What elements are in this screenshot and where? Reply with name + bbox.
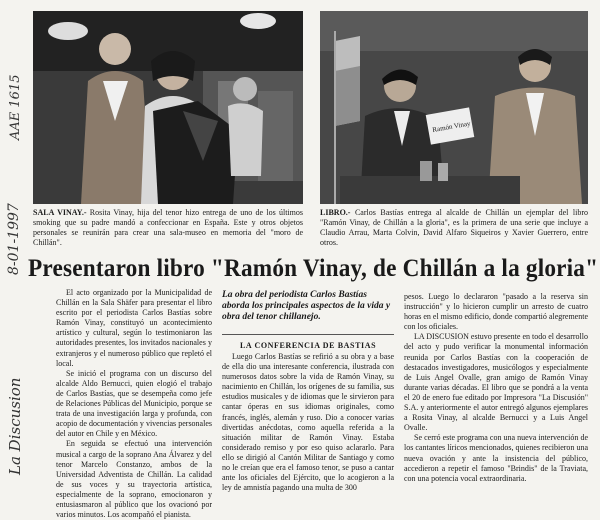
- caption-left-label: SALA VINAY.-: [33, 208, 87, 217]
- photo-smoking-handover: [33, 11, 303, 204]
- column-1: [56, 288, 212, 520]
- section-subhead: LA CONFERENCIA DE BASTIAS: [240, 341, 377, 350]
- column-1-paragraph: Se inició el programa con un discurso del alcalde Aldo Bernucci, quien elogió el trabajo de Carlos Bastías, que se desempeña como jefe de Relaciones Públicas del Municipio, porque se trata de una investigación larga y profunda, con acopio de documentación y vivencias personales del autor en Chile y en México.: [56, 368, 212, 439]
- column-3-paragraph: LA DISCUSION estuvo presente en todo el desarrollo del acto y pudo verificar la monumental información reunida por Carlos Bastías con la cooperación de destacados investigadores, musicólogos y especialmente de Luis Angel Ovalle, gran amigo de Ramón Vinay durante varias décadas. El libro que se pondrá a la venta el 20 de enero fue editado por Impresora "La Discusión" S.A. y anteriormente el autor entregó algunos ejemplares a Rosita Vinay, al alcalde Bernucci y a Luis Angel Ovalle.: [404, 332, 588, 433]
- caption-right-text: Carlos Bastías entrega al alcalde de Chillán un ejemplar del libro "Ramón Vinay, de Chillán a la gloria", es la primera de una serie que incluye a Claudio Arrau, Marta Colvin, David Alfaro Siqueiros y Xavier Guerrero, entre otros.: [320, 208, 588, 247]
- photo-right-caption: [320, 208, 588, 248]
- handwritten-code: AAE 1615: [8, 74, 23, 140]
- handwritten-source: La Discusion: [6, 377, 24, 475]
- column-2-paragraph: Luego Carlos Bastías se refirió a su obra y a base de ella dio una interesante conferencia, ilustrada con numerosos datos sobre la vida de Ramón Vinay, su nacimiento en Chillán, los orígenes de su familia, sus estudios musicales y de idiomas que le sirvieron para cantar óperas en sus idiomas originales, como francés, inglés, alemán y ruso. Dio a conocer varias divertidas anécdotas, como aquella referida a la situación militar de Ramón Vinay. Estaba considerado remiso y por eso quiso aclararlo. Para ello se dirigió al Cantón Militar de Santiago y como no le creían que era el famoso tenor, se puso a cantar ante los oficiales del Ejército, que lo acogieron a la ley de amnistía pagando una multa de 300: [222, 352, 394, 493]
- photo-left-caption: [33, 208, 303, 248]
- caption-left-text: Rosita Vinay, hija del tenor hizo entrega de uno de los últimos smoking que su padre mandó a confeccionar en España. Este y otros objetos personales se reunirán para crear una sala-museo en memoria del "moro de Chillán".: [33, 208, 304, 247]
- column-3-paragraph: Se cerró este programa con una nueva intervención de los cantantes líricos mencionados, quienes recibieron una nueva ovación y ante la insistencia del público, accedieron a repetir el famoso "Brindis" de la Traviata, con una potencia vocal extraordinaria.: [404, 433, 588, 483]
- photo-book-handover: [320, 11, 588, 204]
- column-3: [404, 292, 588, 483]
- column-1-paragraph: El acto organizado por la Municipalidad de Chillán en la Sala Shäfer para presentar el libro escrito por el periodista Carlos Bastías sobre Ramón Vinay, constituyó un acontecimiento artístico y cultural, según lo testimoniaron las autoridades presentes, los invitados nacionales y extranjeros y el numeroso público que repletó el local.: [56, 288, 212, 368]
- article-deck: La obra del periodista Carlos Bastías aborda los principales aspectos de la vida y obra del tenor chillanejo.: [222, 290, 391, 322]
- column-1-paragraph: En seguida se efectuó una intervención musical a cargo de la soprano Ana Álvarez y del tenor Marcelo Constanzo, ambos de la Universidad Adventista de Chillán. La calidad de sus voces y su trayectoria artística, especialmente de la soprano, emocionaron y entusiasmaron al público que los ovacionó por varios minutos. Los acompañó el pianista.: [56, 439, 212, 520]
- article-headline: Presentaron libro "Ramón Vinay, de Chillán a la gloria": [28, 255, 599, 282]
- photo-book-image: [320, 11, 588, 204]
- deck-divider: [222, 334, 394, 335]
- book-cover-text: Ramón Vinay: [431, 119, 472, 135]
- photo-smoking-image: [33, 11, 303, 204]
- column-2: [222, 352, 394, 493]
- handwritten-date: 8-01-1997: [6, 203, 22, 275]
- caption-right-label: LIBRO.-: [320, 208, 351, 217]
- column-3-paragraph: pesos. Luego lo declararon "pasado a la reserva sin instrucción" y lo hicieron cumplir un arresto de cuatro horas en el mismo edificio, donde compartió alegremente con los oficiales.: [404, 292, 588, 332]
